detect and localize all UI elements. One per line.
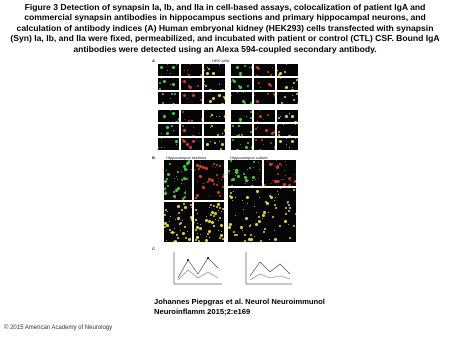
micrograph-tile <box>204 92 225 104</box>
citation-line-1: Johannes Piepgras et al. Neurol Neuroimmunol <box>154 297 325 306</box>
micrograph-tile <box>231 110 252 122</box>
micrograph-tile <box>158 92 179 104</box>
micrograph-tile <box>277 110 298 122</box>
slide-title: Figure 3 Detection of synapsin Ia, Ib, and IIa in cell-based assays, colocalization of patient IgA and commercial synapsin antibodies in hippocampus sections and primary hippocampal neurons, and calculation of antibody indices (A) Human embryonal kidney (HEK293) cells transfected with synapsin (Syn) Ia, Ib, and IIa were fixed, permeabilized, and incubated with patient or control (CTL) CSF. Bound IgA antibodies were detected using an Alexa 594-coupled secondary antibody. <box>10 2 440 54</box>
micrograph-tile <box>231 78 252 90</box>
micrograph-tile <box>204 64 225 76</box>
micrograph-tile <box>181 92 202 104</box>
micrograph-tile <box>181 78 202 90</box>
micrograph-tile <box>158 78 179 90</box>
micrograph-tile <box>277 124 298 136</box>
micrograph-tile <box>181 110 202 122</box>
panel-a-label: A <box>152 58 155 63</box>
micrograph-tile <box>228 160 262 186</box>
micrograph-tile <box>204 78 225 90</box>
citation-line-2: Neuroinflamm 2015;2:e169 <box>154 306 251 316</box>
panel-c-label: C <box>152 246 155 251</box>
micrograph-tile <box>158 64 179 76</box>
figure-image <box>150 58 298 291</box>
micrograph-tile <box>181 64 202 76</box>
micrograph-tile <box>164 160 192 200</box>
micrograph-tile <box>228 188 296 242</box>
micrograph-tile <box>181 124 202 136</box>
micrograph-tile <box>277 138 298 150</box>
micrograph-tile <box>204 138 225 150</box>
panel-c-charts <box>160 248 296 290</box>
micrograph-tile <box>277 78 298 90</box>
micrograph-tile <box>254 78 275 90</box>
micrograph-tile <box>158 124 179 136</box>
micrograph-tile <box>231 92 252 104</box>
panel-b-left-header: Hippocampus sections <box>166 155 207 160</box>
micrograph-tile <box>204 110 225 122</box>
micrograph-tile <box>254 64 275 76</box>
chart-right <box>246 252 292 284</box>
panel-b-right-header: Hippocampus culture <box>230 155 268 160</box>
micrograph-tile <box>231 124 252 136</box>
micrograph-tile <box>158 138 179 150</box>
micrograph-tile <box>254 124 275 136</box>
panel-a-header: HEK cells <box>212 58 230 63</box>
micrograph-tile <box>204 124 225 136</box>
micrograph-tile <box>264 160 296 186</box>
micrograph-tile <box>277 64 298 76</box>
micrograph-tile <box>231 138 252 150</box>
micrograph-tile <box>194 202 224 242</box>
micrograph-tile <box>158 110 179 122</box>
chart-left <box>174 252 222 284</box>
micrograph-tile <box>277 92 298 104</box>
micrograph-tile <box>254 110 275 122</box>
micrograph-tile <box>164 202 192 242</box>
citation <box>154 297 325 316</box>
micrograph-tile <box>181 138 202 150</box>
micrograph-tile <box>194 160 224 200</box>
copyright-notice: © 2015 American Academy of Neurology <box>4 325 113 331</box>
panel-b-label: B <box>152 155 155 160</box>
micrograph-tile <box>231 64 252 76</box>
micrograph-tile <box>254 92 275 104</box>
micrograph-tile <box>254 138 275 150</box>
